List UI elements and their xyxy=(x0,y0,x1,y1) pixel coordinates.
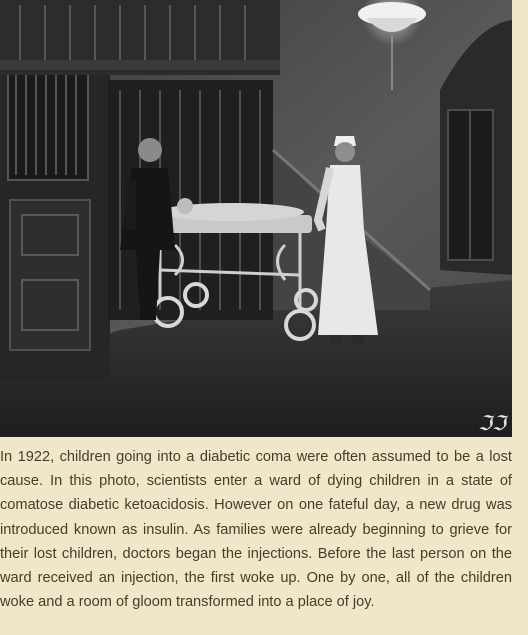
caption-text: In 1922, children going into a diabetic coma were often assumed to be a lost cause. In this photo, scientists enter a ward of dying children in a state of comatose diabetic ketoacidosis. However on one fateful day, a new drug was introduced known as insulin. As families were already beginning to grieve for their lost children, doctors began the injections. Before the last person on the ward received an injection, the first woke up. One by one, all of the children woke and a room of gloom transformed into a place of joy. xyxy=(0,449,512,611)
photo-signature: ℑℑ xyxy=(478,411,506,435)
